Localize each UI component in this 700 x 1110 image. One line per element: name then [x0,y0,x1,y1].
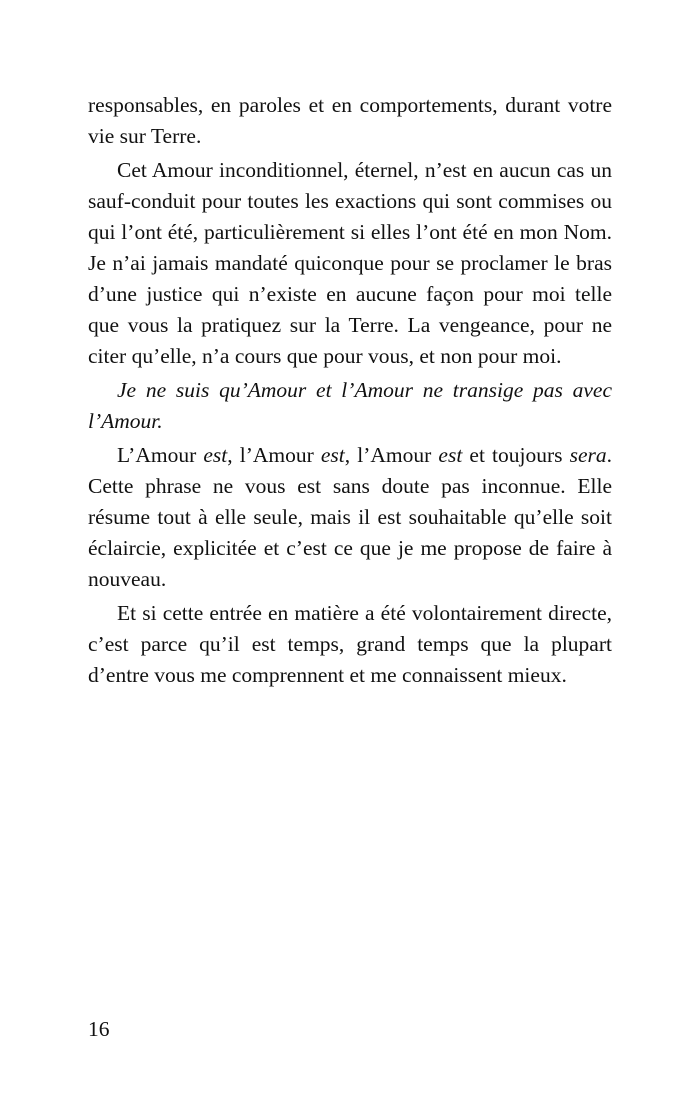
paragraph-unconditional-love [88,155,612,372]
text-segment: Et si cette entrée en matière a été volontairement directe, c’est parce qu’il est temps, grand temps que la plupart d’entre vous me comprennent et me connaissent mieux. [88,601,612,687]
italic-text-segment: est [438,443,463,467]
body-text [88,90,612,694]
paragraph-love-is [88,440,612,595]
paragraph-italic-statement [88,375,612,437]
text-segment: et toujours [462,443,570,467]
text-segment: . Cette phrase ne vous est sans doute pas inconnue. Elle résume tout à elle seule, mais il est souhaitable qu’elle soit éclaircie, explicitée et c’est ce que je me propose de faire à nouveau. [88,443,613,591]
paragraph-continuation [88,90,612,152]
text-segment: , l’Amour [227,443,321,467]
paragraph-direct-entry [88,598,612,691]
italic-text-segment: est [203,443,228,467]
page-number: 16 [88,1017,110,1041]
italic-text-segment: est [320,443,345,467]
text-segment: , l’Amour [344,443,439,467]
text-segment: responsables, en paroles et en comportements, durant votre vie sur Terre. [88,93,612,148]
text-segment: Cet Amour inconditionnel, éternel, n’est en aucun cas un sauf-conduit pour toutes les exactions qui sont commises ou qui l’ont été, particulièrement si elles l’ont été en mon Nom. Je n’ai jamais mandaté quiconque pour se proclamer le bras d’une justice qui n’existe en aucune façon pour moi telle que vous la pratiquez sur la Terre. La vengeance, pour ne citer qu’elle, n’a cours que pour vous, et non pour moi. [88,158,612,368]
text-segment: L’Amour [117,443,204,467]
italic-text-segment: Je ne suis qu’Amour et l’Amour ne transige pas avec l’Amour. [88,378,612,433]
italic-text-segment: sera [569,443,607,467]
